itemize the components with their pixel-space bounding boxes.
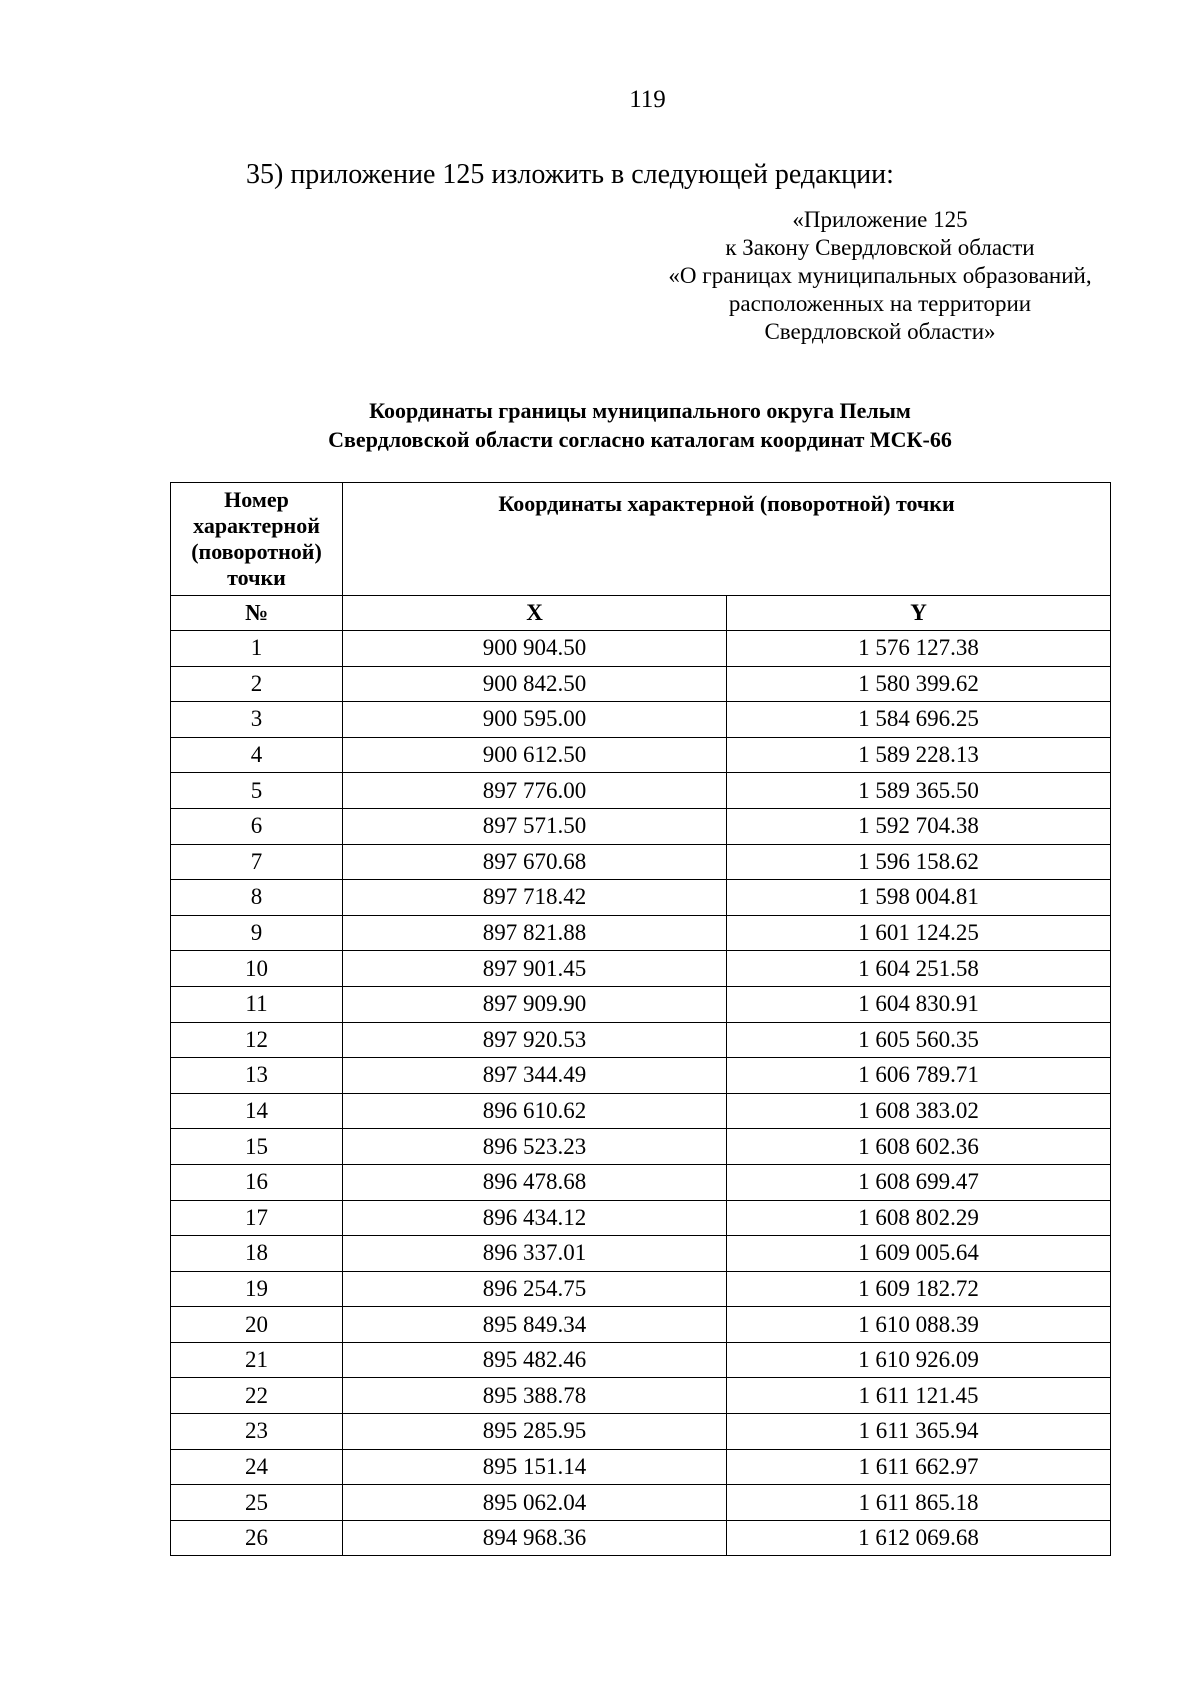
table-row [171, 1520, 1111, 1556]
cell-y: 1 601 124.25 [727, 915, 1111, 951]
cell-x: 897 718.42 [343, 880, 727, 916]
cell-y: 1 592 704.38 [727, 808, 1111, 844]
header-point-number [171, 483, 343, 596]
table-row [171, 666, 1111, 702]
cell-point-number: 10 [171, 951, 343, 987]
header-point-number-line: точки [227, 565, 286, 590]
cell-y: 1 608 802.29 [727, 1200, 1111, 1236]
cell-point-number: 25 [171, 1485, 343, 1521]
cell-x: 897 901.45 [343, 951, 727, 987]
table-body [171, 631, 1111, 1556]
cell-point-number: 1 [171, 631, 343, 667]
cell-point-number: 9 [171, 915, 343, 951]
cell-point-number: 6 [171, 808, 343, 844]
cell-y: 1 611 662.97 [727, 1449, 1111, 1485]
cell-point-number: 8 [171, 880, 343, 916]
cell-x: 895 062.04 [343, 1485, 727, 1521]
cell-x: 896 523.23 [343, 1129, 727, 1165]
cell-x: 897 670.68 [343, 844, 727, 880]
cell-point-number: 5 [171, 773, 343, 809]
cell-point-number: 23 [171, 1414, 343, 1450]
cell-x: 897 909.90 [343, 986, 727, 1022]
cell-point-number: 4 [171, 737, 343, 773]
cell-y: 1 611 365.94 [727, 1414, 1111, 1450]
cell-y: 1 604 830.91 [727, 986, 1111, 1022]
cell-y: 1 604 251.58 [727, 951, 1111, 987]
cell-point-number: 20 [171, 1307, 343, 1343]
appendix-line: «Приложение 125 [792, 207, 968, 232]
cell-x: 897 920.53 [343, 1022, 727, 1058]
subheader-x: X [343, 596, 727, 631]
cell-point-number: 22 [171, 1378, 343, 1414]
cell-y: 1 580 399.62 [727, 666, 1111, 702]
cell-point-number: 19 [171, 1271, 343, 1307]
cell-x: 896 434.12 [343, 1200, 727, 1236]
cell-x: 895 849.34 [343, 1307, 727, 1343]
table-header-row [171, 483, 1111, 596]
cell-x: 900 842.50 [343, 666, 727, 702]
appendix-line: «О границах муниципальных образований, [668, 263, 1092, 288]
header-point-number-line: характерной [193, 513, 320, 538]
table-row [171, 773, 1111, 809]
cell-y: 1 609 005.64 [727, 1236, 1111, 1272]
cell-y: 1 608 699.47 [727, 1164, 1111, 1200]
amendment-intro: 35) приложение 125 изложить в следующей редакции: [246, 159, 894, 190]
cell-x: 897 344.49 [343, 1058, 727, 1094]
cell-x: 896 478.68 [343, 1164, 727, 1200]
cell-x: 896 610.62 [343, 1093, 727, 1129]
appendix-line: расположенных на территории [728, 291, 1032, 316]
cell-y: 1 576 127.38 [727, 631, 1111, 667]
cell-y: 1 611 121.45 [727, 1378, 1111, 1414]
cell-x: 895 482.46 [343, 1342, 727, 1378]
table-row [171, 1307, 1111, 1343]
table-row [171, 1414, 1111, 1450]
cell-y: 1 589 365.50 [727, 773, 1111, 809]
table-row [171, 1058, 1111, 1094]
cell-y: 1 610 088.39 [727, 1307, 1111, 1343]
cell-x: 896 337.01 [343, 1236, 727, 1272]
cell-y: 1 605 560.35 [727, 1022, 1111, 1058]
cell-x: 900 904.50 [343, 631, 727, 667]
table-row [171, 915, 1111, 951]
table-row [171, 1449, 1111, 1485]
coordinates-table [170, 482, 1111, 1556]
cell-y: 1 612 069.68 [727, 1520, 1111, 1556]
cell-y: 1 610 926.09 [727, 1342, 1111, 1378]
table-row [171, 844, 1111, 880]
cell-point-number: 14 [171, 1093, 343, 1129]
table-title [170, 396, 1110, 454]
cell-y: 1 589 228.13 [727, 737, 1111, 773]
cell-point-number: 7 [171, 844, 343, 880]
cell-y: 1 608 602.36 [727, 1129, 1111, 1165]
table-row [171, 880, 1111, 916]
header-point-number-line: Номер [224, 487, 289, 512]
cell-x: 895 151.14 [343, 1449, 727, 1485]
cell-x: 900 595.00 [343, 702, 727, 738]
cell-y: 1 606 789.71 [727, 1058, 1111, 1094]
cell-point-number: 16 [171, 1164, 343, 1200]
cell-point-number: 3 [171, 702, 343, 738]
table-row [171, 631, 1111, 667]
table-row [171, 1236, 1111, 1272]
table-row [171, 808, 1111, 844]
table-row [171, 1485, 1111, 1521]
cell-x: 897 571.50 [343, 808, 727, 844]
header-coordinates: Координаты характерной (поворотной) точки [343, 483, 1111, 596]
table-row [171, 702, 1111, 738]
table-row [171, 1093, 1111, 1129]
cell-y: 1 598 004.81 [727, 880, 1111, 916]
cell-y: 1 608 383.02 [727, 1093, 1111, 1129]
table-row [171, 1022, 1111, 1058]
cell-point-number: 11 [171, 986, 343, 1022]
cell-point-number: 2 [171, 666, 343, 702]
cell-x: 897 776.00 [343, 773, 727, 809]
cell-point-number: 24 [171, 1449, 343, 1485]
table-row [171, 737, 1111, 773]
cell-point-number: 21 [171, 1342, 343, 1378]
table-row [171, 1164, 1111, 1200]
cell-x: 894 968.36 [343, 1520, 727, 1556]
cell-y: 1 584 696.25 [727, 702, 1111, 738]
table-row [171, 986, 1111, 1022]
table-row [171, 1129, 1111, 1165]
cell-point-number: 18 [171, 1236, 343, 1272]
cell-y: 1 596 158.62 [727, 844, 1111, 880]
cell-point-number: 26 [171, 1520, 343, 1556]
cell-point-number: 17 [171, 1200, 343, 1236]
cell-point-number: 12 [171, 1022, 343, 1058]
cell-x: 897 821.88 [343, 915, 727, 951]
table-subheader-row [171, 596, 1111, 631]
table-row [171, 1342, 1111, 1378]
table-row [171, 951, 1111, 987]
header-point-number-line: (поворотной) [191, 539, 322, 564]
appendix-line: Свердловской области» [764, 319, 996, 344]
subheader-y: Y [727, 596, 1111, 631]
appendix-heading [640, 206, 1120, 346]
appendix-line: к Закону Свердловской области [725, 235, 1035, 260]
subheader-number: № [171, 596, 343, 631]
cell-x: 896 254.75 [343, 1271, 727, 1307]
page-number: 119 [629, 86, 666, 113]
cell-y: 1 611 865.18 [727, 1485, 1111, 1521]
table-row [171, 1378, 1111, 1414]
cell-y: 1 609 182.72 [727, 1271, 1111, 1307]
cell-point-number: 15 [171, 1129, 343, 1165]
table-title-line: Свердловской области согласно каталогам координат МСК-66 [328, 427, 952, 452]
cell-x: 895 388.78 [343, 1378, 727, 1414]
table-row [171, 1271, 1111, 1307]
cell-x: 895 285.95 [343, 1414, 727, 1450]
cell-point-number: 13 [171, 1058, 343, 1094]
table-title-line: Координаты границы муниципального округа Пелым [369, 398, 911, 423]
table-row [171, 1200, 1111, 1236]
cell-x: 900 612.50 [343, 737, 727, 773]
